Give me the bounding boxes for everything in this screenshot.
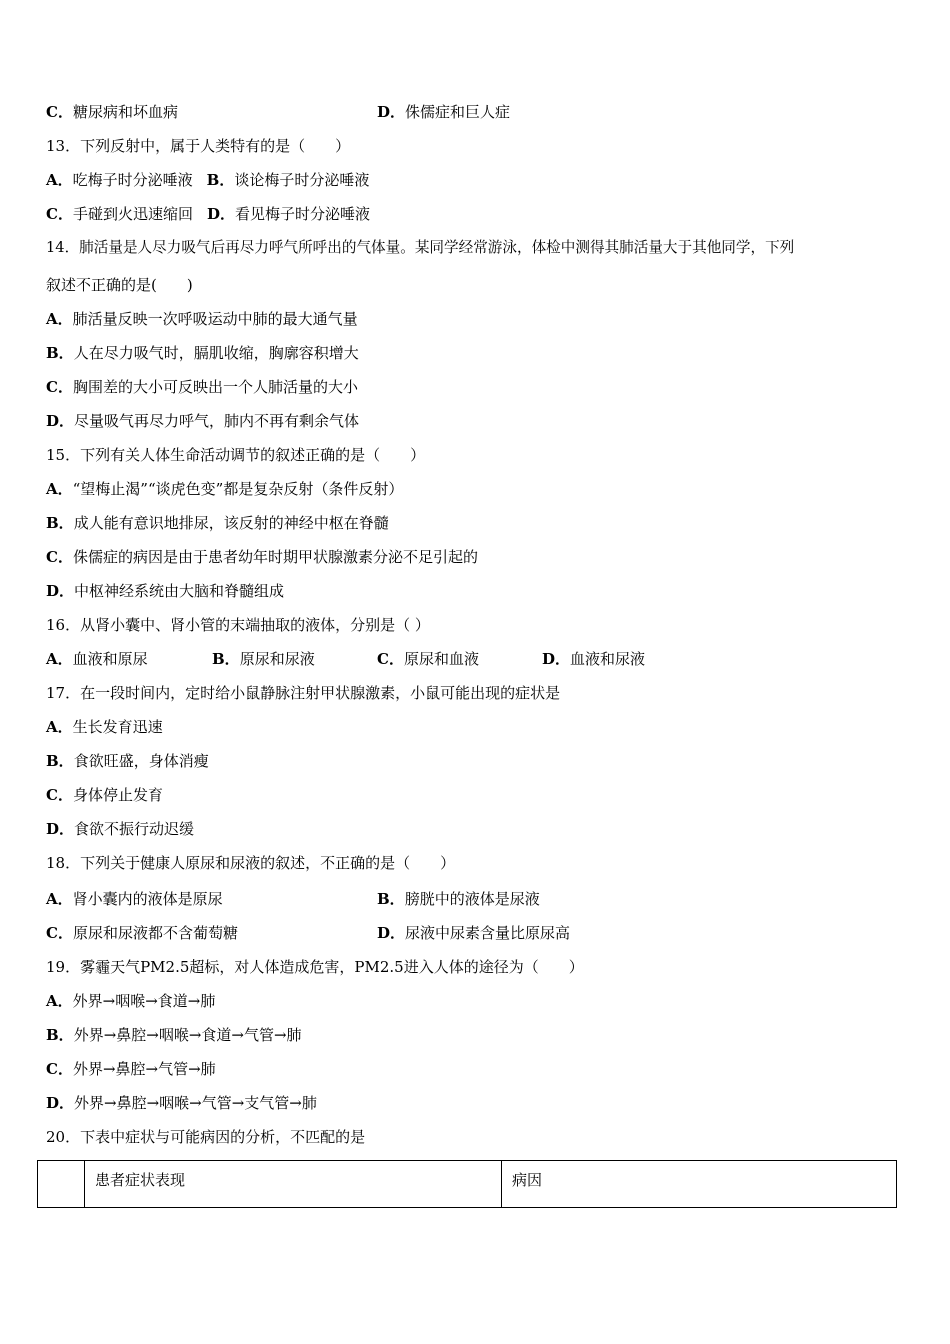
q16-stem: 16．从肾小囊中、肾小管的末端抽取的液体，分别是（ ） (46, 616, 430, 634)
q18-stem: 18．下列关于健康人原尿和尿液的叙述，不正确的是（ ） (46, 854, 456, 872)
q17-stem: 17．在一段时间内，定时给小鼠静脉注射甲状腺激素，小鼠可能出现的症状是 (46, 684, 561, 702)
q19-option-d: D．外界→鼻腔→咽喉→气管→支气管→肺 (46, 1094, 317, 1112)
q16-option-d: D．血液和尿液 (542, 650, 646, 668)
q19-stem: 19．雾霾天气PM2.5超标，对人体造成危害，PM2.5进入人体的途径为（ ） (46, 958, 584, 976)
q17-option-a: A．生长发育迅速 (46, 718, 163, 736)
q18-option-a: A．肾小囊内的液体是原尿 (46, 890, 223, 908)
q15-option-c: C．侏儒症的病因是由于患者幼年时期甲状腺激素分泌不足引起的 (46, 548, 478, 566)
q14-stem-line2: 叙述不正确的是( ) (46, 276, 193, 294)
q14-stem-line1: 14．肺活量是人尽力吸气后再尽力呼气所呼出的气体量。某同学经常游泳，体检中测得其肺活量大于其他同学，下列 (46, 239, 795, 256)
q18-option-c: C．原尿和尿液都不含葡萄糖 (46, 924, 238, 942)
q14-option-a: A．肺活量反映一次呼吸运动中肺的最大通气量 (46, 310, 358, 328)
q17-option-d: D．食欲不振行动迟缓 (46, 820, 195, 838)
q16-option-b: B．原尿和尿液 (212, 650, 315, 668)
q16-option-c: C．原尿和血液 (377, 650, 479, 668)
q12-option-c: C．糖尿病和坏血病 (46, 103, 178, 121)
q20-table-header-row (38, 1161, 897, 1208)
q12-option-d: D．侏儒症和巨人症 (377, 103, 511, 121)
q13-option-c: C．手碰到火迅速缩回 (46, 205, 193, 223)
q19-option-a: A．外界→咽喉→食道→肺 (46, 992, 216, 1010)
q14-option-c: C．胸围差的大小可反映出一个人肺活量的大小 (46, 378, 358, 396)
q20-stem: 20．下表中症状与可能病因的分析，不匹配的是 (46, 1128, 366, 1146)
q13-option-b: B．谈论梅子时分泌唾液 (206, 171, 370, 189)
q17-option-c: C．身体停止发育 (46, 786, 163, 804)
q18-options-row2 (46, 923, 571, 943)
q13-options-row1 (46, 170, 369, 190)
q14-option-d: D．尽量吸气再尽力呼气，肺内不再有剩余气体 (46, 412, 360, 430)
q15-option-a: A．“望梅止渴”“谈虎色变”都是复杂反射（条件反射） (46, 480, 404, 498)
q20-table (37, 1160, 897, 1208)
q15-option-d: D．中枢神经系统由大脑和脊髓组成 (46, 582, 285, 600)
q15-stem: 15．下列有关人体生命活动调节的叙述正确的是（ ） (46, 446, 426, 464)
q13-option-d: D．看见梅子时分泌唾液 (206, 205, 370, 223)
q18-option-d: D．尿液中尿素含量比原尿高 (377, 924, 571, 942)
q19-option-b: B．外界→鼻腔→咽喉→食道→气管→肺 (46, 1026, 302, 1044)
q13-stem: 13．下列反射中，属于人类特有的是（ ） (46, 137, 351, 155)
q19-option-c: C．外界→鼻腔→气管→肺 (46, 1060, 216, 1078)
q18-options-row1 (46, 889, 540, 909)
q18-option-b: B．膀胱中的液体是尿液 (377, 890, 540, 908)
q14-option-b: B．人在尽力吸气时，膈肌收缩，胸廓容积增大 (46, 344, 359, 362)
q16-option-a: A．血液和原尿 (46, 650, 148, 668)
q20-col-index (38, 1161, 85, 1208)
q13-option-a: A．吃梅子时分泌唾液 (46, 171, 193, 189)
q12-options-row2 (46, 102, 511, 122)
q13-options-row2 (46, 204, 370, 224)
q20-col-cause: 病因 (502, 1161, 897, 1208)
q20-col-symptom: 患者症状表现 (85, 1161, 502, 1208)
q17-option-b: B．食欲旺盛，身体消瘦 (46, 752, 209, 770)
q15-option-b: B．成人能有意识地排尿，该反射的神经中枢在脊髓 (46, 514, 389, 532)
